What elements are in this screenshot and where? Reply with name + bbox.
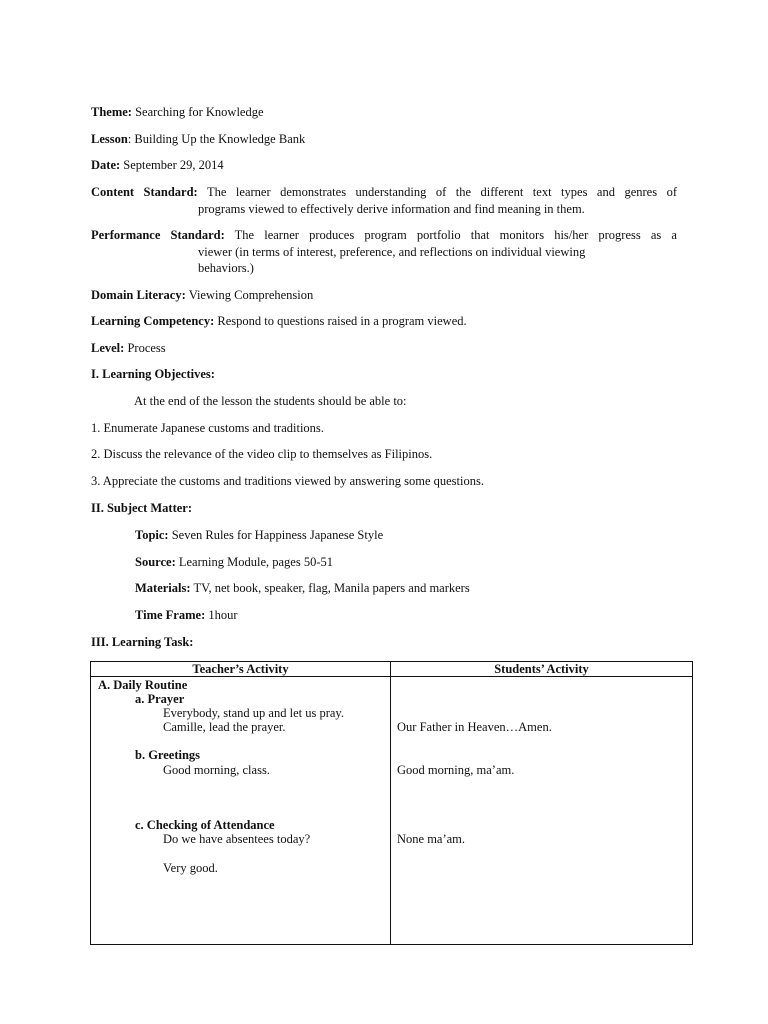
date-value: September 29, 2014 bbox=[123, 158, 224, 172]
date-label: Date: bbox=[91, 158, 121, 172]
time-frame-line bbox=[135, 607, 238, 623]
level-label: Level: bbox=[91, 341, 125, 355]
performance-standard-line2: viewer (in terms of interest, preference, and reflections on individual viewing bbox=[198, 244, 586, 259]
domain-label: Domain Literacy: bbox=[91, 288, 186, 302]
learning-task-table bbox=[90, 661, 693, 945]
attendance-heading: c. Checking of Attendance bbox=[135, 818, 275, 832]
topic-value: Seven Rules for Happiness Japanese Style bbox=[171, 528, 384, 542]
attendance-student-response: None ma’am. bbox=[397, 832, 466, 846]
materials-value: TV, net book, speaker, flag, Manila papers and markers bbox=[193, 581, 470, 595]
materials-label: Materials: bbox=[135, 581, 191, 595]
competency-label: Learning Competency: bbox=[91, 314, 215, 328]
source-value: Learning Module, pages 50-51 bbox=[178, 555, 334, 569]
level-line bbox=[91, 340, 166, 356]
content-standard-line2: programs viewed to effectively derive information and find meaning in them. bbox=[198, 201, 585, 216]
time-frame-label: Time Frame: bbox=[135, 608, 206, 622]
materials-line bbox=[135, 580, 470, 596]
topic-line bbox=[135, 527, 383, 543]
subject-heading: II. Subject Matter: bbox=[91, 501, 193, 515]
source-label: Source: bbox=[135, 555, 176, 569]
teacher-activity-header: Teacher’s Activity bbox=[91, 662, 391, 677]
theme-label: Theme: bbox=[91, 105, 132, 119]
theme-line bbox=[91, 104, 264, 120]
level-value: Process bbox=[127, 341, 166, 355]
theme-value: Searching for Knowledge bbox=[135, 105, 264, 119]
objectives-heading: I. Learning Objectives: bbox=[91, 367, 215, 381]
content-standard-label: Content Standard: bbox=[91, 185, 198, 199]
domain-value: Viewing Comprehension bbox=[188, 288, 314, 302]
date-line bbox=[91, 157, 224, 173]
prayer-student-response: Our Father in Heaven…Amen. bbox=[397, 720, 552, 734]
table-row bbox=[91, 677, 693, 945]
competency-value: Respond to questions raised in a program viewed. bbox=[217, 314, 467, 328]
task-heading: III. Learning Task: bbox=[91, 635, 194, 649]
daily-routine-heading: A. Daily Routine bbox=[98, 678, 188, 692]
performance-standard-line1: The learner produces program portfolio that monitors his/her progress as a bbox=[234, 228, 677, 242]
table-header-row bbox=[91, 662, 693, 677]
greetings-teacher: Good morning, class. bbox=[163, 763, 270, 777]
prayer-heading: a. Prayer bbox=[135, 692, 185, 706]
content-standard bbox=[91, 184, 677, 217]
content-standard-line1: The learner demonstrates understanding of the different text types and genres of bbox=[207, 185, 677, 199]
time-frame-value: 1hour bbox=[208, 608, 238, 622]
prayer-teacher-line2: Camille, lead the prayer. bbox=[163, 720, 286, 734]
objective-item: 2. Discuss the relevance of the video clip to themselves as Filipinos. bbox=[91, 447, 433, 461]
performance-standard bbox=[91, 227, 677, 277]
competency-line bbox=[91, 313, 467, 329]
performance-standard-line3: behaviors.) bbox=[198, 261, 254, 275]
greetings-student-response: Good morning, ma’am. bbox=[397, 763, 515, 777]
lesson-value: : Building Up the Knowledge Bank bbox=[127, 132, 306, 146]
objectives-intro: At the end of the lesson the students should be able to: bbox=[134, 394, 407, 408]
students-activity-header: Students’ Activity bbox=[391, 662, 693, 677]
objective-item: 3. Appreciate the customs and traditions viewed by answering some questions. bbox=[91, 474, 484, 488]
prayer-teacher-line1: Everybody, stand up and let us pray. bbox=[163, 706, 344, 720]
greetings-heading: b. Greetings bbox=[135, 748, 201, 762]
attendance-teacher-line2: Very good. bbox=[163, 861, 218, 875]
source-line bbox=[135, 554, 333, 570]
performance-standard-label: Performance Standard: bbox=[91, 228, 225, 242]
students-activity-cell bbox=[391, 677, 693, 945]
topic-label: Topic: bbox=[135, 528, 169, 542]
lesson-label: Lesson bbox=[91, 132, 128, 146]
attendance-teacher-line1: Do we have absentees today? bbox=[163, 832, 311, 846]
objective-item: 1. Enumerate Japanese customs and traditions. bbox=[91, 421, 324, 435]
domain-line bbox=[91, 287, 313, 303]
lesson-line bbox=[91, 131, 305, 147]
teacher-activity-cell bbox=[91, 677, 391, 945]
